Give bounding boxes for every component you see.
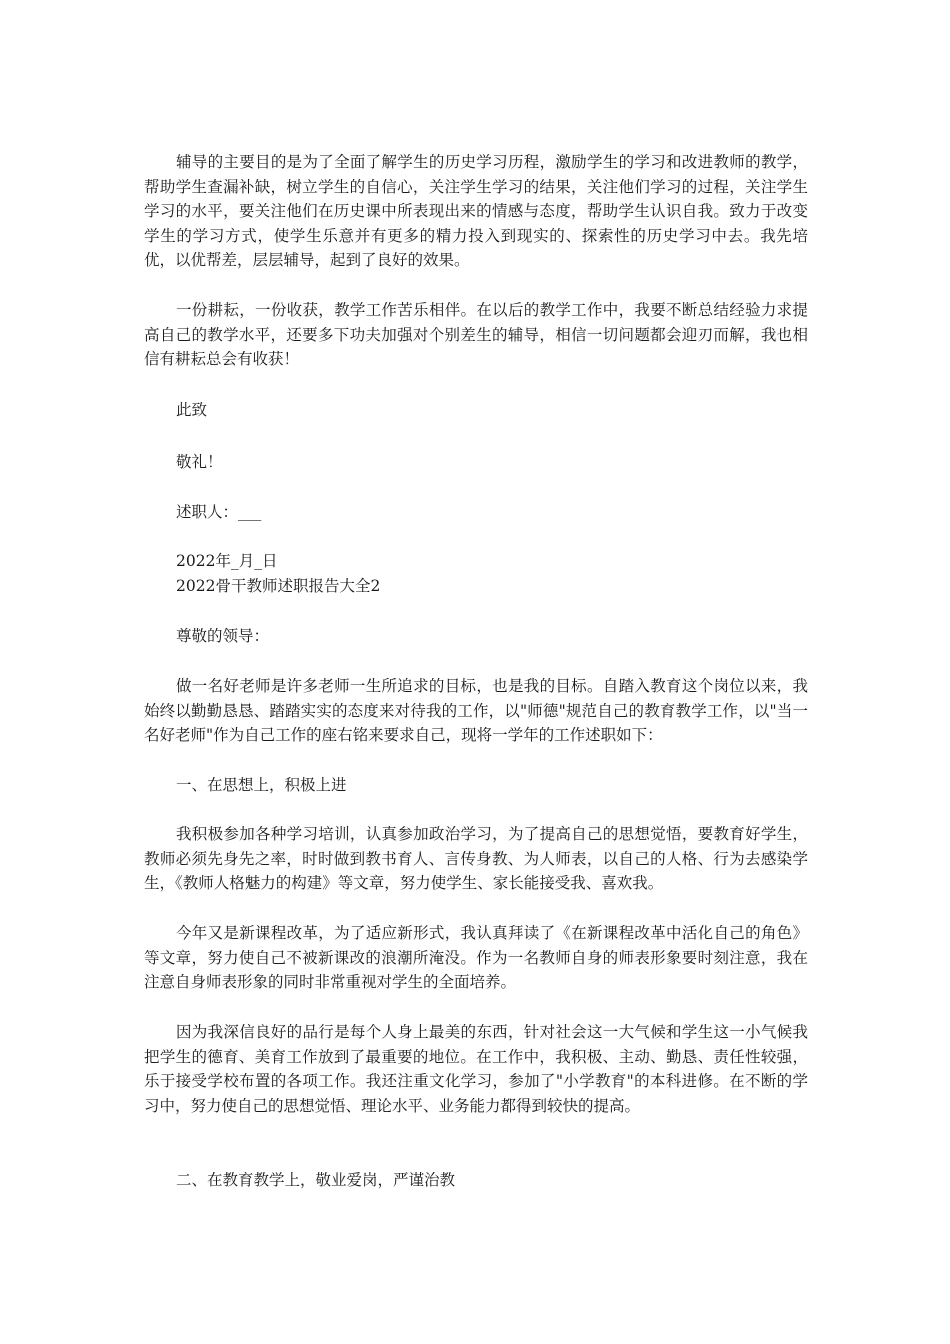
- report-title-2: 2022骨干教师述职报告大全2: [176, 577, 381, 595]
- paragraph-tutoring: 辅导的主要目的是为了全面了解学生的历史学习历程，激励学生的学习和改进教师的教学，帮助学生查漏补缺，树立学生的自信心，关注学生学习的结果，关注他们学习的过程，关注学生学习的水平，要关注他们在历史课中所表现出来的情感与态度，帮助学生认识自我。致力于改变学生的学习方式，使学生乐意并有更多的精力投入到现实的、探索性的历史学习中去。我先培优，以优帮差，层层辅导，起到了良好的效果。: [144, 153, 808, 270]
- paragraph-section1-1: 我积极参加各种学习培训，认真参加政治学习，为了提高自己的思想觉悟，要教育好学生，教师必须先身先之率，时时做到教书育人、言传身教、为人师表，以自己的人格、行为去感染学生，《教师人格魅力的构建》等文章，努力使学生、家长能接受我、喜欢我。: [144, 825, 808, 893]
- closing-line-1: 此致: [176, 401, 208, 419]
- report-date: 2022年_月_日: [176, 552, 278, 570]
- paragraph-section1-2: 今年又是新课程改革，为了适应新形式，我认真拜读了《在新课程改革中活化自己的角色》等文章，努力使自己不被新课改的浪潮所淹没。作为一名教师自身的师表形象要时刻注意，我在注意自身师表形象的同时非常重视对学生的全面培养。: [144, 924, 808, 992]
- closing-line-2: 敬礼！: [176, 453, 223, 471]
- paragraph-intro: 做一名好老师是许多老师一生所追求的目标，也是我的目标。自踏入教育这个岗位以来，我始终以勤勤恳恳、踏踏实实的态度来对待我的工作，以"师德"规范自己的教育教学工作，以"当一名好老师"作为自己工作的座右铭来要求自己，现将一学年的工作述职如下：: [144, 677, 808, 745]
- section-heading-1: 一、在思想上，积极上进: [176, 776, 347, 794]
- salutation: 尊敬的领导：: [176, 627, 270, 645]
- section-heading-2: 二、在教育教学上，敬业爱岗，严谨治教: [176, 1171, 456, 1189]
- paragraph-section1-3: 因为我深信良好的品行是每个人身上最美的东西，针对社会这一大气候和学生这一小气候我把学生的德育、美育工作放到了最重要的地位。在工作中，我积极、主动、勤恳、责任性较强，乐于接受学校布置的各项工作。我还注重文化学习，参加了"小学教育"的本科进修。在不断的学习中，努力使自己的思想觉悟、理论水平、业务能力都得到较快的提高。: [144, 1023, 808, 1115]
- reporter-signature: 述职人：___: [176, 503, 262, 521]
- paragraph-conclusion: 一份耕耘，一份收获，教学工作苦乐相伴。在以后的教学工作中，我要不断总结经验力求提高自己的教学水平，还要多下功夫加强对个别差生的辅导，相信一切问题都会迎刃而解，我也相信有耕耘总会有收获！: [144, 301, 808, 369]
